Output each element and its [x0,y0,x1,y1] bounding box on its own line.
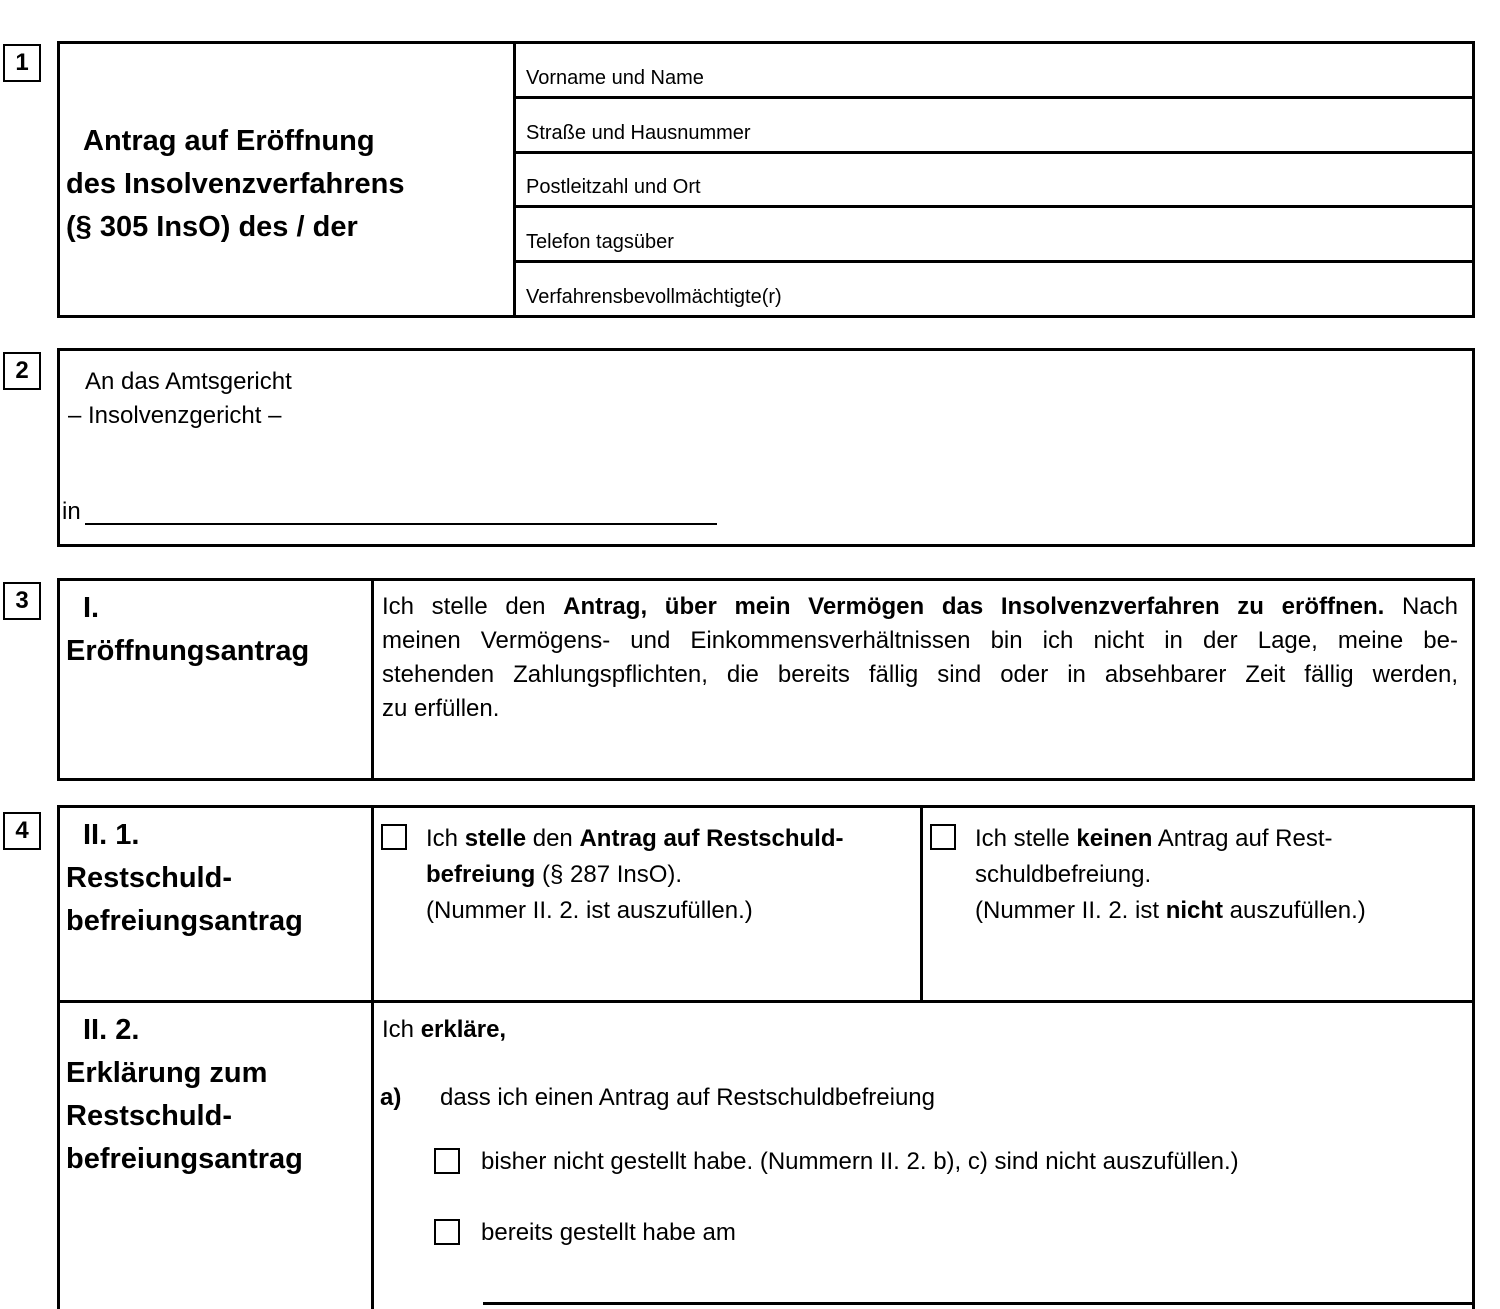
restschuldbefreiung-yes-checkbox[interactable] [381,824,407,850]
applicant-header-box [57,41,1475,318]
form-title: Antrag auf Eröffnung des Insolvenzverfahrens (§ 305 InsO) des / der [60,44,516,315]
previous-application-date-input-line[interactable] [483,1302,1472,1305]
field-label-postleitzahl-und-ort: Postleitzahl und Ort [526,176,701,199]
section-number-3: 3 [3,582,41,620]
section-heading-eroeffnungsantrag: I. Eröffnungsantrag [60,581,374,778]
in-label: in [62,498,81,525]
option-bisher-nicht-gestellt [434,1148,1239,1177]
option-antrag-stellen [374,808,923,1000]
erklaerung-restschuldbefreiung-row [60,1003,1472,1309]
field-label-telefon-tagsueber: Telefon tagsüber [526,231,674,254]
option-bereits-gestellt [434,1219,736,1248]
section-number-1: 1 [3,44,41,82]
restschuldbefreiung-yes-label: Ich stelle den Antrag auf Restschuld- befreiung (§ 287 InsO). (Nummer II. 2. ist auszufüllen.) [426,825,844,924]
restschuldbefreiungsantrag-row [60,808,1472,1003]
rsb-not-previously-filed-checkbox[interactable] [434,1148,460,1174]
field-label-strasse-und-hausnummer: Straße und Hausnummer [526,121,751,144]
field-postleitzahl-und-ort[interactable] [516,154,1472,209]
field-telefon-tagsueber[interactable] [516,208,1472,263]
field-vorname-und-name[interactable] [516,44,1472,99]
section-number-4: 4 [3,812,41,850]
field-verfahrensbevollmaechtigter[interactable] [516,263,1472,315]
opening-application-section [57,578,1475,781]
opening-application-text: Ich stelle den Antrag, über mein Vermögen das Insolvenzverfahren zu eröffnen. Nach meinen Vermögens- und Einkommensverhältnissen bin ich nicht in der Lage, meine be- stehenden Zahlungspflichten, die bereits fällig sind oder in absehbarer Zeit fällig werden, zu erfüllen. [382,593,1458,722]
field-label-vorname-und-name: Vorname und Name [526,66,704,89]
erklaerung-item-a [380,1083,935,1113]
rsb-previously-filed-checkbox[interactable] [434,1219,460,1245]
court-address-text: An das Amtsgericht – Insolvenzgericht – [68,368,292,429]
erklaerung-content [374,1003,1472,1309]
restschuldbefreiung-section [57,805,1475,1309]
court-location-input-line[interactable] [85,495,717,525]
court-address-box [57,348,1475,547]
section-heading-erklaerung: II. 2. Erklärung zum Restschuld- befreiungsantrag [60,1003,374,1309]
rsb-previously-filed-label: bereits gestellt habe am [481,1219,736,1246]
field-strasse-und-hausnummer[interactable] [516,99,1472,154]
option-keinen-antrag [923,808,1472,1000]
applicant-fields [516,44,1472,315]
restschuldbefreiung-no-checkbox[interactable] [930,824,956,850]
field-label-verfahrensbevollmaechtigter: Verfahrensbevollmächtigte(r) [526,285,782,308]
restschuldbefreiung-no-label: Ich stelle keinen Antrag auf Rest- schuldbefreiung. (Nummer II. 2. ist nicht auszufüllen.) [975,825,1366,924]
rsb-not-previously-filed-label: bisher nicht gestellt habe. (Nummern II. 2. b), c) sind nicht auszufüllen.) [481,1148,1239,1175]
item-a-marker: a) [380,1084,402,1111]
court-location-row [62,493,717,525]
item-a-text: dass ich einen Antrag auf Restschuldbefreiung [440,1084,935,1111]
erklaerung-intro: Ich erkläre, [382,1016,507,1043]
section-heading-restschuldbefreiungsantrag: II. 1. Restschuld- befreiungsantrag [60,808,374,1000]
section-number-2: 2 [3,352,41,390]
